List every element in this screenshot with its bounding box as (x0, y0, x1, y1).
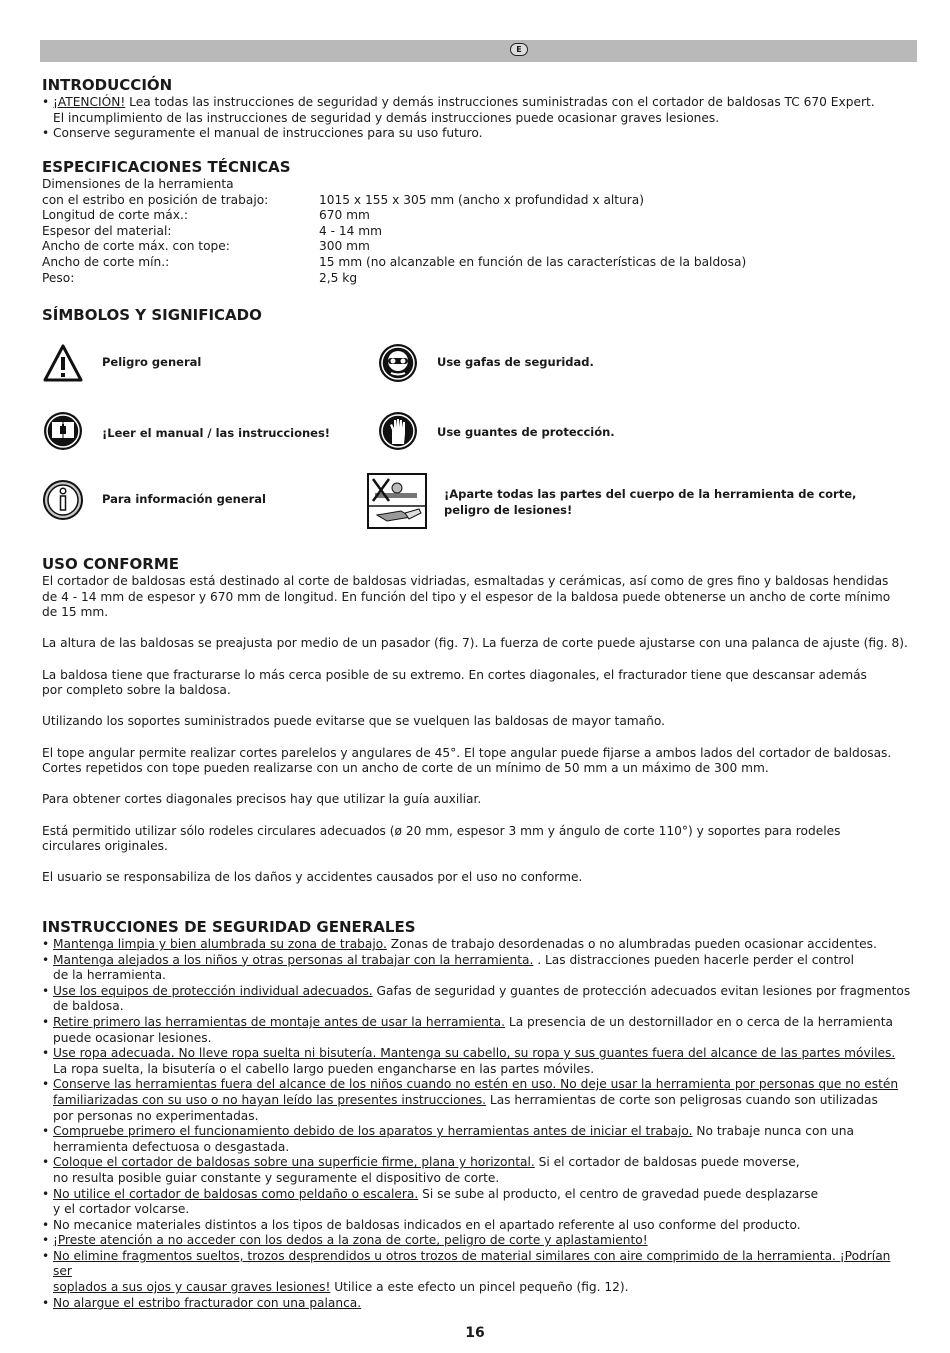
uso-line: de 15 mm. (42, 605, 109, 620)
safety-bullet (42, 984, 912, 1015)
symbols-title: SÍMBOLOS Y SIGNIFICADO (42, 306, 262, 324)
intro-title: INTRODUCCIÓN (42, 76, 173, 94)
spec-row (42, 239, 902, 255)
safety-line (53, 1015, 912, 1031)
safety-line (53, 1046, 912, 1062)
uso-line: circulares originales. (42, 839, 168, 854)
bullet-dot: • (42, 1124, 50, 1139)
intro-text: Conserve seguramente el manual de instrucciones para su uso futuro. (53, 126, 483, 141)
uso-paragraph (42, 792, 912, 808)
safety-bullet (42, 1296, 912, 1312)
page-number: 16 (465, 1325, 485, 1341)
safety-line (53, 1280, 912, 1296)
uso-line: El cortador de baldosas está destinado al corte de baldosas vidriadas, esmaltadas y cerámicas, así como de gres fino y baldosas hendidas (42, 574, 889, 588)
safety-bullet (42, 953, 912, 984)
symbol-label-hands-away-line2: peligro de lesiones! (444, 503, 573, 517)
spec-label: Ancho de corte mín.: (42, 254, 170, 269)
spec-row (42, 193, 902, 209)
uso-paragraph (42, 636, 912, 652)
safety-bullet (42, 1124, 912, 1155)
bullet-dot: • (42, 1248, 50, 1263)
safety-text: herramienta defectuosa o desgastada. (53, 1139, 290, 1154)
language-badge: E (510, 43, 528, 56)
symbol-label-manual: ¡Leer el manual / las instrucciones! (102, 426, 331, 440)
safety-text: no resulta posible guiar constante y seguramente el dispositivo de corte. (53, 1170, 500, 1185)
safety-line (53, 937, 912, 953)
bullet-dot: • (42, 1077, 50, 1092)
safety-line (53, 953, 912, 969)
safety-emphasis: Compruebe primero el funcionamiento debido de los aparatos y herramientas antes de iniciar el trabajo. (53, 1124, 693, 1139)
safety-line (53, 984, 912, 1000)
safety-emphasis: Retire primero las herramientas de montaje antes de usar la herramienta. (53, 1014, 506, 1029)
intro-list (42, 95, 912, 142)
symbol-label-hands-away (444, 486, 856, 518)
warning-triangle-icon (42, 342, 84, 384)
uso-line: Utilizando los soportes suministrados puede evitarse que se vuelquen las baldosas de mayor tamaño. (42, 714, 665, 729)
safety-emphasis: Mantenga limpia y bien alumbrada su zona de trabajo. (53, 937, 387, 951)
uso-paragraph (42, 746, 912, 777)
spec-row (42, 271, 902, 287)
safety-emphasis: Conserve las herramientas fuera del alcance de los niños cuando no estén en uso. No deje usar la herramienta por personas que no estén (53, 1077, 899, 1092)
uso-line: Está permitido utilizar sólo rodeles circulares adecuados (ø 20 mm, espesor 3 mm y ángulo de corte 110°) y soportes para rodeles (42, 823, 841, 838)
safety-emphasis: No utilice el cortador de baldosas como peldaño o escalera. (53, 1186, 419, 1201)
spec-value: 300 mm (319, 239, 370, 254)
safety-text: de baldosa. (53, 999, 124, 1014)
safety-bullet (42, 1233, 912, 1249)
safety-emphasis: soplados a sus ojos y causar graves lesiones! (53, 1280, 331, 1295)
spec-label: Longitud de corte máx.: (42, 208, 188, 223)
safety-text: No trabaje nunca con una (692, 1124, 854, 1139)
uso-body (42, 574, 912, 901)
safety-text: y el cortador volcarse. (53, 1202, 190, 1217)
information-icon (42, 479, 84, 521)
bullet-dot: • (42, 1155, 50, 1170)
uso-line: Para obtener cortes diagonales precisos hay que utilizar la guía auxiliar. (42, 792, 482, 807)
bullet-dot: • (42, 95, 50, 109)
safety-line (53, 1187, 912, 1203)
safety-title: INSTRUCCIONES DE SEGURIDAD GENERALES (42, 918, 416, 936)
spec-value: 670 mm (319, 208, 370, 223)
spec-row (42, 177, 902, 193)
read-manual-icon (42, 410, 84, 452)
uso-line: de 4 - 14 mm de espesor y 670 mm de longitud. En función del tipo y el espesor de la baldosa puede obtenerse un ancho de corte mínimo (42, 589, 891, 604)
keep-hands-away-icon (367, 473, 427, 529)
safety-text: La presencia de un destornillador en o cerca de la herramienta (505, 1014, 893, 1029)
safety-bullet (42, 1218, 912, 1234)
spec-label: Peso: (42, 270, 75, 285)
safety-emphasis: Mantenga alejados a los niños y otras personas al trabajar con la herramienta. (53, 952, 534, 967)
safety-emphasis: familiarizadas con su uso o no hayan leído las presentes instrucciones. (53, 1092, 487, 1107)
safety-line (53, 1124, 912, 1140)
safety-emphasis: Coloque el cortador de baldosas sobre una superficie firme, plana y horizontal. (53, 1155, 535, 1170)
safety-text: Gafas de seguridad y guantes de protección adecuados evitan lesiones por fragmentos (372, 983, 911, 998)
safety-bullet (42, 1046, 912, 1077)
safety-line (53, 1202, 912, 1218)
safety-emphasis: No elimine fragmentos sueltos, trozos desprendidos u otros trozos de material similares con aire comprimido de la herramienta. ¡Podrían ser (53, 1248, 891, 1279)
safety-text: Si el cortador de baldosas puede moverse, (534, 1155, 800, 1170)
safety-text: Zonas de trabajo desordenadas o no alumbradas pueden ocasionar accidentes. (386, 937, 877, 951)
intro-text: Lea todas las instrucciones de seguridad y demás instrucciones suministradas con el cortador de baldosas TC 670 Expert. (125, 95, 875, 109)
uso-line: El usuario se responsabiliza de los daños y accidentes causados por el uso no conforme. (42, 870, 583, 885)
bullet-dot: • (42, 1217, 50, 1232)
uso-line: Cortes repetidos con tope pueden realizarse con un ancho de corte de un mínimo de 50 mm a un máximo de 300 mm. (42, 761, 769, 776)
safety-bullet (42, 1015, 912, 1046)
symbol-label-goggles: Use gafas de seguridad. (437, 355, 594, 369)
safety-text: Utilice a este efecto un pincel pequeño (fig. 12). (330, 1280, 629, 1295)
safety-line (53, 1062, 912, 1078)
spec-row (42, 208, 902, 224)
intro-bullet (42, 95, 912, 126)
safety-line (53, 1077, 912, 1093)
safety-text: La ropa suelta, la bisutería o el cabello largo pueden engancharse en las partes móviles. (53, 1061, 595, 1076)
safety-line (53, 968, 912, 984)
safety-line (53, 1155, 912, 1171)
safety-bullet (42, 1249, 912, 1296)
symbol-label-info: Para información general (102, 492, 267, 506)
safety-line (53, 1109, 912, 1125)
intro-line (53, 126, 912, 142)
uso-line: La altura de las baldosas se preajusta por medio de un pasador (fig. 7). La fuerza de corte puede ajustarse con una palanca de ajuste (fig. 8). (42, 636, 908, 651)
safety-line (53, 1140, 912, 1156)
uso-paragraph (42, 668, 912, 699)
uso-paragraph (42, 824, 912, 855)
spec-label: Dimensiones de la herramienta (42, 177, 234, 191)
safety-text: Si se sube al producto, el centro de gravedad puede desplazarse (418, 1186, 819, 1201)
safety-text: Las herramientas de corte son peligrosas cuando son utilizadas (486, 1092, 878, 1107)
safety-bullet (42, 937, 912, 953)
header-bar (40, 40, 917, 62)
bullet-dot: • (42, 937, 50, 951)
bullet-dot: • (42, 983, 50, 998)
safety-line (53, 1093, 912, 1109)
safety-line (53, 999, 912, 1015)
spec-value: 2,5 kg (319, 270, 358, 285)
symbol-label-hands-away-line1: ¡Aparte todas las partes del cuerpo de la herramienta de corte, (444, 487, 857, 501)
bullet-dot: • (42, 1233, 50, 1248)
uso-title: USO CONFORME (42, 555, 179, 573)
safety-text: . Las distracciones pueden hacerle perder el control (533, 952, 854, 967)
safety-emphasis: Use los equipos de protección individual adecuados. (53, 983, 373, 998)
spec-row (42, 255, 902, 271)
safety-text: No mecanice materiales distintos a los tipos de baldosas indicados en el apartado referente al uso conforme del producto. (53, 1217, 801, 1232)
symbol-label-gloves: Use guantes de protección. (437, 425, 615, 439)
safety-emphasis: Use ropa adecuada. No lleve ropa suelta ni bisutería. Mantenga su cabello, su ropa y sus guantes fuera del alcance de las partes móviles. (53, 1046, 896, 1061)
intro-line (53, 95, 912, 111)
spec-label: Ancho de corte máx. con tope: (42, 239, 230, 254)
safety-list (42, 937, 912, 1311)
safety-emphasis: No alargue el estribo fracturador con una palanca. (53, 1295, 362, 1310)
safety-line (53, 1171, 912, 1187)
spec-value: 15 mm (no alcanzable en función de las características de la baldosa) (319, 254, 747, 269)
safety-text: de la herramienta. (53, 968, 166, 983)
safety-line (53, 1031, 912, 1047)
bullet-dot: • (42, 126, 50, 141)
spec-value: 1015 x 155 x 305 mm (ancho x profundidad x altura) (319, 192, 645, 207)
safety-line (53, 1218, 912, 1234)
uso-line: por completo sobre la baldosa. (42, 683, 231, 698)
bullet-dot: • (42, 952, 50, 967)
bullet-dot: • (42, 1046, 50, 1061)
spec-label: Espesor del material: (42, 223, 172, 238)
intro-line (53, 111, 912, 127)
safety-goggles-icon (377, 342, 419, 384)
safety-text: puede ocasionar lesiones. (53, 1030, 212, 1045)
spec-label: con el estribo en posición de trabajo: (42, 192, 269, 207)
uso-paragraph (42, 574, 912, 621)
safety-line (53, 1296, 912, 1312)
safety-bullet (42, 1187, 912, 1218)
spec-row (42, 224, 902, 240)
safety-line (53, 1249, 912, 1280)
uso-paragraph (42, 870, 912, 886)
bullet-dot: • (42, 1186, 50, 1201)
uso-paragraph (42, 714, 912, 730)
symbol-label-general-danger: Peligro general (102, 355, 202, 369)
protective-gloves-icon (377, 410, 419, 452)
spec-value: 4 - 14 mm (319, 223, 383, 238)
intro-bullet (42, 126, 912, 142)
bullet-dot: • (42, 1014, 50, 1029)
safety-line (53, 1233, 912, 1249)
safety-bullet (42, 1155, 912, 1186)
safety-emphasis: ¡Preste atención a no acceder con los dedos a la zona de corte, peligro de corte y aplastamiento! (53, 1233, 648, 1248)
intro-text: El incumplimiento de las instrucciones de seguridad y demás instrucciones puede ocasionar graves lesiones. (53, 110, 720, 125)
attention-link: ¡ATENCIÓN! (53, 95, 126, 109)
uso-line: El tope angular permite realizar cortes parelelos y angulares de 45°. El tope angular puede fijarse a ambos lados del cortador de baldosas. (42, 745, 892, 760)
safety-text: por personas no experimentadas. (53, 1108, 259, 1123)
specs-title: ESPECIFICACIONES TÉCNICAS (42, 158, 291, 176)
safety-bullet (42, 1077, 912, 1124)
specs-table (42, 177, 902, 286)
uso-line: La baldosa tiene que fracturarse lo más cerca posible de su extremo. En cortes diagonales, el fracturador tiene que descansar además (42, 667, 867, 682)
bullet-dot: • (42, 1295, 50, 1310)
